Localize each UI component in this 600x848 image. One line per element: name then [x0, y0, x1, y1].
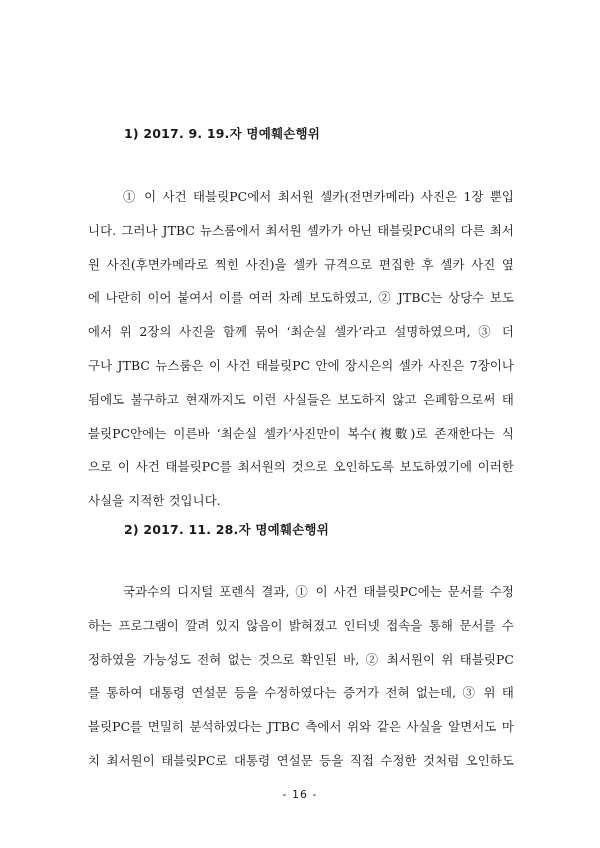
body-line: 정하였을 가능성도 전혀 없는 것으로 확인된 바, ② 최서원이 위 태블릿PC — [88, 651, 514, 667]
body-line: 에 나란히 이어 붙여서 이를 여러 차례 보도하였고, ② JTBC는 상당수 보도 — [88, 290, 514, 306]
body-line: 를 통하여 대통령 연설문 등을 수정하였다는 증거가 전혀 없는데, ③ 위 태 — [88, 685, 514, 701]
body-line: 구나 JTBC 뉴스룸은 이 사건 태블릿PC 안에 장시은의 셀카 사진은 7장이나 — [88, 357, 514, 373]
body-line: 에서 위 2장의 사진을 함께 묶어 ‘최순실 셀카’라고 설명하였으며, ③ 더 — [88, 324, 514, 340]
body-line: 국과수의 디지털 포렌식 결과, ① 이 사건 태블릿PC에는 문서를 수정 — [123, 584, 514, 599]
body-line: 니다. 그러나 JTBC 뉴스룸에서 최서원 셀카가 아닌 태블릿PC내의 다른 최서 — [88, 222, 514, 238]
section-2-body — [88, 575, 514, 778]
section-1-heading: 1) 2017. 9. 19.자 명예훼손행위 — [124, 126, 321, 141]
body-line: ① 이 사건 태블릿PC에서 최서원 셀카(전면카메라) 사진은 1장 뿐입 — [123, 189, 514, 204]
body-line: 사실을 지적한 것입니다. — [88, 493, 221, 509]
body-line: 됨에도 불구하고 현재까지도 이런 사실들은 보도하지 않고 은폐함으로써 태 — [88, 391, 514, 407]
body-line: 블릿PC안에는 이른바 ‘최순실 셀카’사진만이 복수(複數)로 존재한다는 식 — [88, 425, 514, 441]
body-line: 블릿PC를 면밀히 분석하였다는 JTBC 측에서 위와 같은 사실을 알면서도 마 — [88, 719, 514, 735]
body-line: 으로 이 사건 태블릿PC를 최서원의 것으로 오인하도록 보도하였기에 이러한 — [88, 459, 514, 475]
page-number: - 16 - — [282, 788, 318, 801]
section-2-heading: 2) 2017. 11. 28.자 명예훼손행위 — [124, 522, 329, 537]
body-line: 원 사진(후면카메라로 찍힌 사진)을 셀카 규격으로 편집한 후 셀카 사진 옆 — [88, 256, 514, 272]
body-line: 치 최서원이 태블릿PC로 대통령 연설문 등을 직접 수정한 것처럼 오인하도 — [88, 752, 514, 768]
body-line: 하는 프로그램이 깔려 있지 않음이 밝혀졌고 인터넷 접속을 통해 문서를 수 — [88, 617, 514, 633]
section-1-body — [88, 180, 514, 518]
